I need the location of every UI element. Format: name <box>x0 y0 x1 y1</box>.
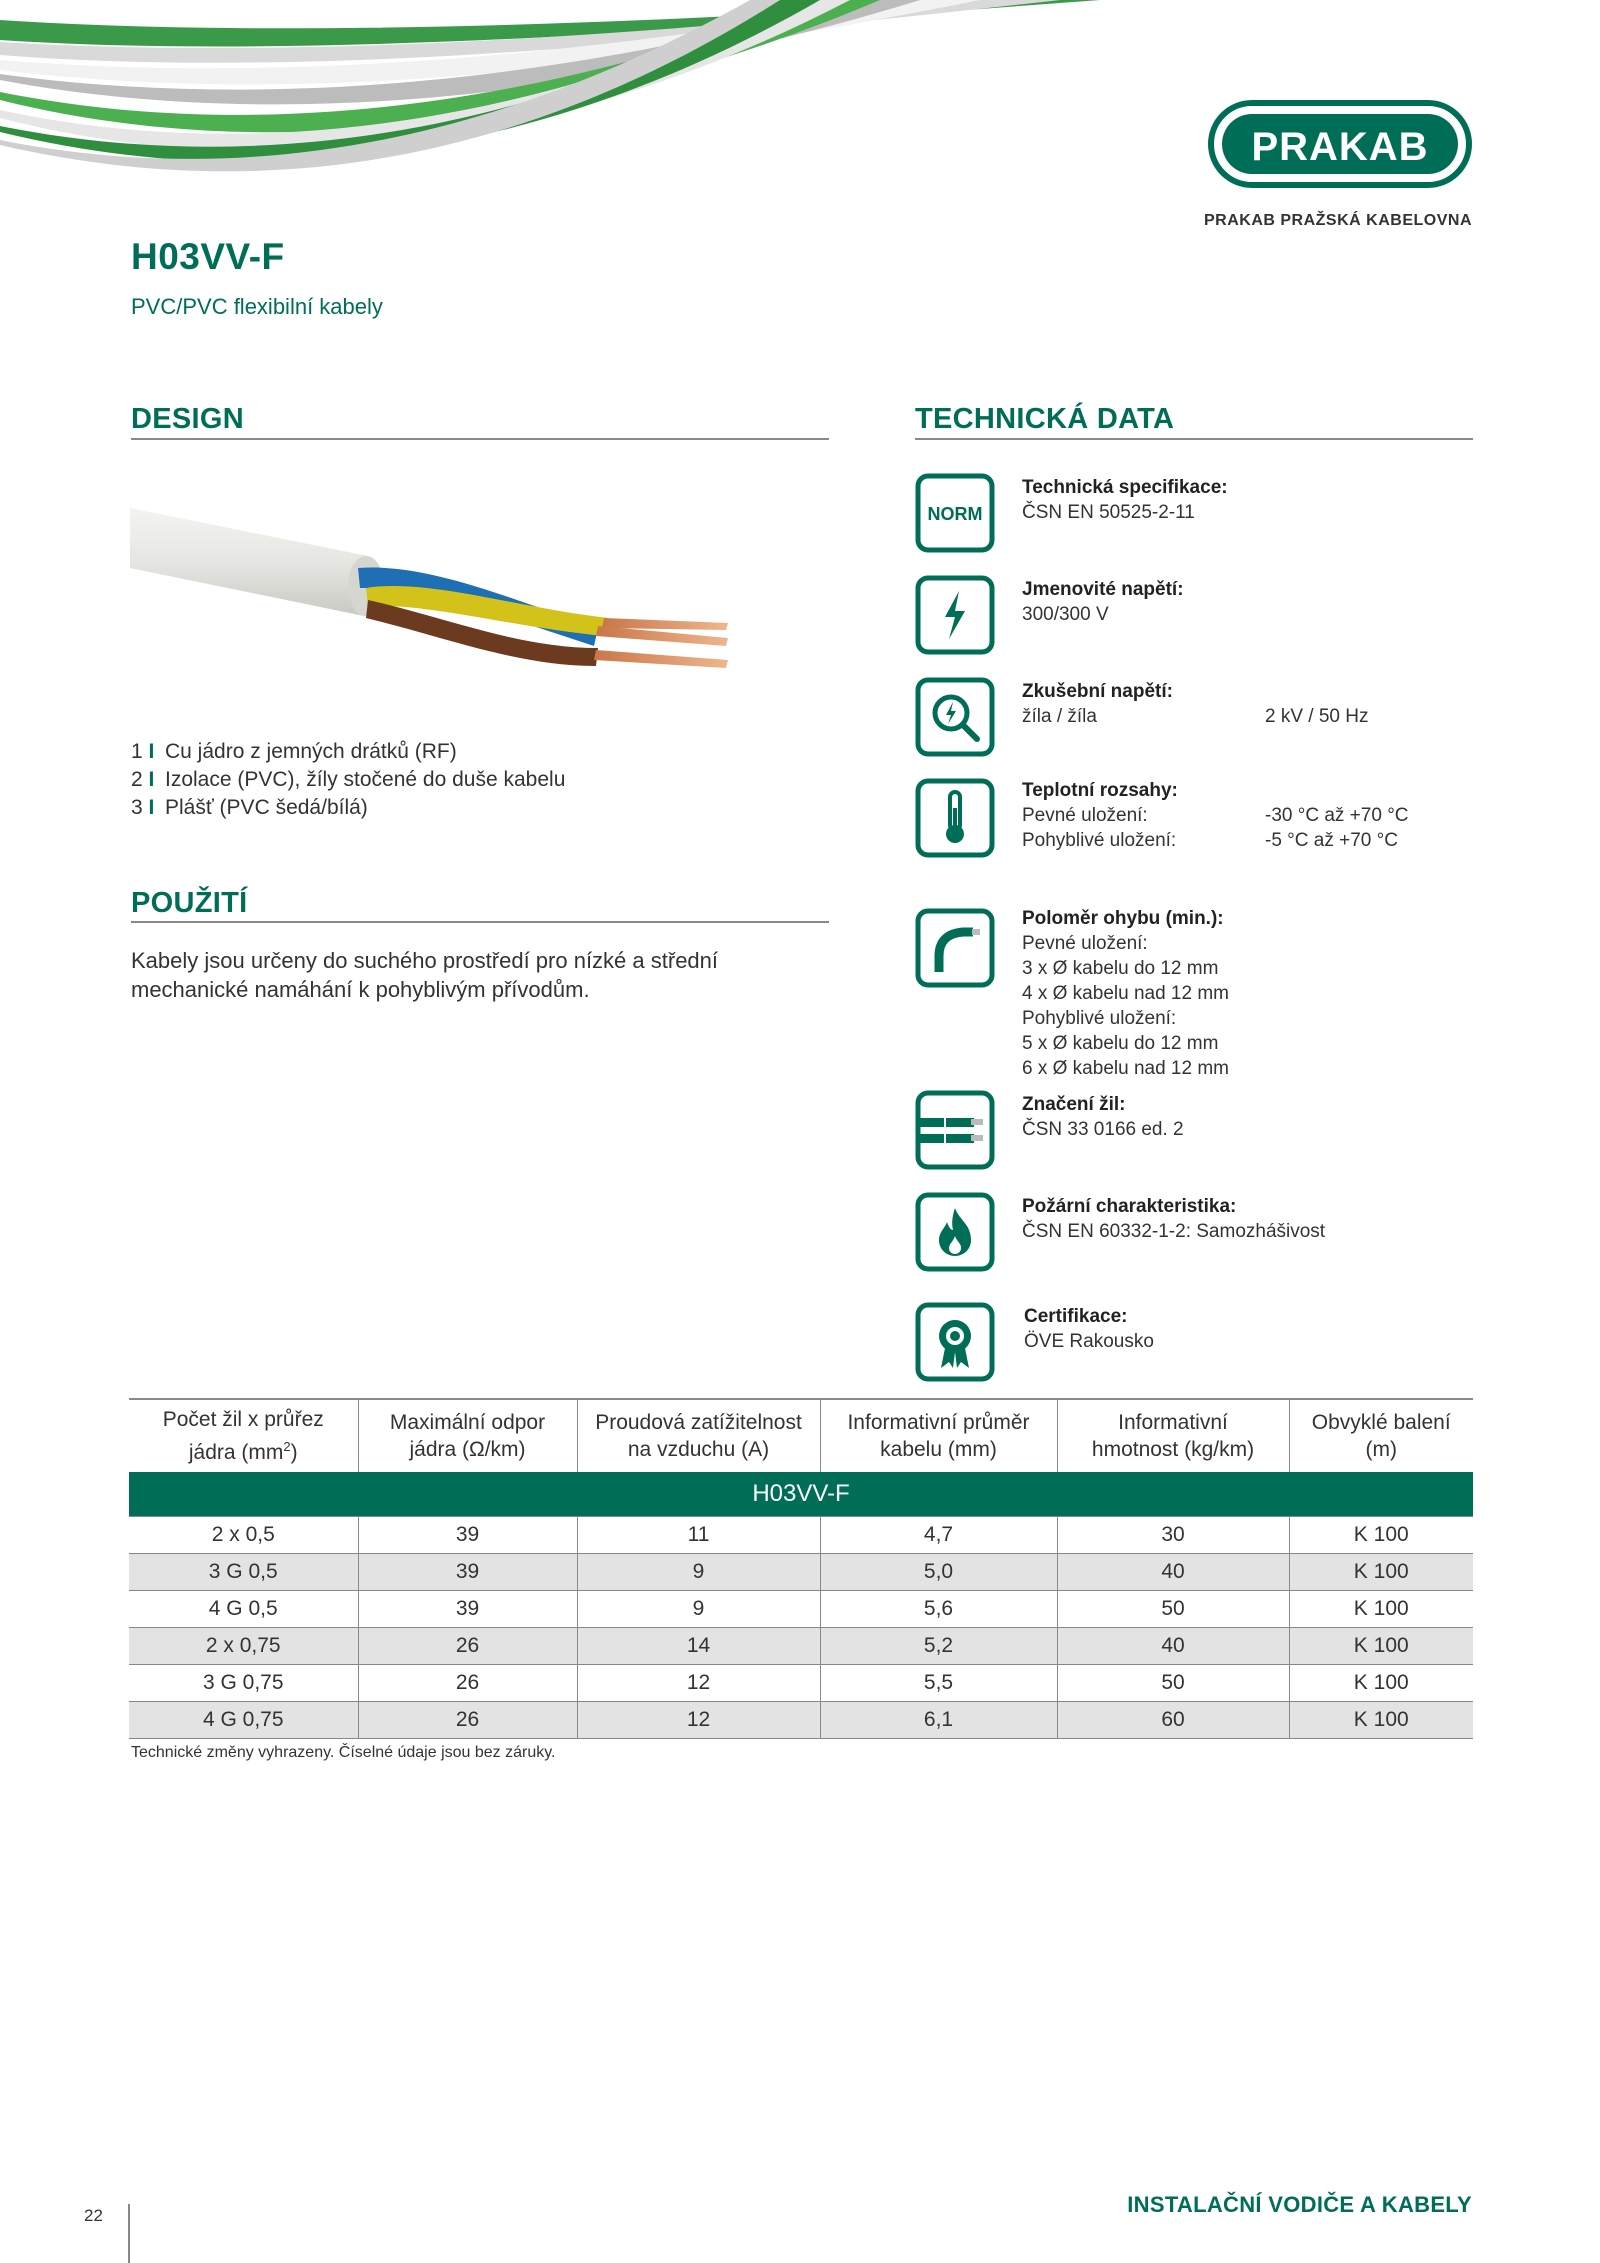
bend-radius-icon <box>915 908 995 988</box>
tech-rule <box>915 438 1473 440</box>
table-group-row <box>129 1472 1473 1516</box>
table-row <box>129 1590 1473 1627</box>
bend-line: 3 x Ø kabelu do 12 mm <box>1022 958 1219 979</box>
usage-rule <box>131 921 829 923</box>
design-item: 3 I Plášť (PVC šedá/bílá) <box>131 796 368 819</box>
table-header: Počet žil x průřez jádra $(mm^2)$ <box>129 1399 358 1472</box>
table-cell: 11 <box>577 1516 820 1553</box>
design-item: 2 I Izolace (PVC), žíly stočené do duše kabelu <box>131 768 566 791</box>
spec-value: ČSN EN 50525-2-11 <box>1022 502 1195 523</box>
bend-line: 6 x Ø kabelu nad 12 mm <box>1022 1058 1229 1079</box>
test-voltage-key: žíla / žíla <box>1022 706 1097 727</box>
table-cell: 26 <box>358 1664 577 1701</box>
table-row <box>129 1701 1473 1738</box>
table-cell: 4 G 0,75 <box>129 1701 358 1738</box>
page-number: 22 <box>84 2206 103 2225</box>
bend-line: 5 x Ø kabelu do 12 mm <box>1022 1033 1219 1054</box>
table-cell: 39 <box>358 1516 577 1553</box>
voltage-label: Jmenovité napětí: <box>1022 579 1184 600</box>
temperature-label: Teplotní rozsahy: <box>1022 780 1178 801</box>
table-cell: 26 <box>358 1627 577 1664</box>
bend-line: 4 x Ø kabelu nad 12 mm <box>1022 983 1229 1004</box>
table-cell: 5,0 <box>820 1553 1057 1590</box>
test-voltage-value: 2 kV / 50 Hz <box>1265 706 1369 727</box>
design-list <box>131 738 565 822</box>
tech-heading: TECHNICKÁ DATA <box>915 403 1175 435</box>
footer-section-title: INSTALAČNÍ VODIČE A KABELY <box>1127 2192 1472 2217</box>
table-header: Informativní průměr kabelu (mm) <box>820 1399 1057 1472</box>
table-header: Informativní hmotnost (kg/km) <box>1057 1399 1289 1472</box>
table-cell: 9 <box>577 1553 820 1590</box>
marking-value: ČSN 33 0166 ed. 2 <box>1022 1119 1184 1140</box>
table-cell: 3 G 0,75 <box>129 1664 358 1701</box>
table-cell: 50 <box>1057 1664 1289 1701</box>
table-header-row <box>129 1399 1473 1472</box>
cable-illustration <box>128 478 828 708</box>
temperature-row: Pohyblivé uložení: -5 °C až +70 °C <box>1022 830 1398 851</box>
spec-label: Technická specifikace: <box>1022 477 1228 498</box>
table-cell: 5,5 <box>820 1664 1057 1701</box>
table-row <box>129 1516 1473 1553</box>
core-marking-icon <box>915 1090 995 1170</box>
table-cell: K 100 <box>1289 1516 1473 1553</box>
table-cell: 12 <box>577 1664 820 1701</box>
test-voltage-icon <box>915 677 995 757</box>
table-cell: K 100 <box>1289 1590 1473 1627</box>
table-cell: 40 <box>1057 1553 1289 1590</box>
norm-icon <box>915 473 995 553</box>
table-cell: K 100 <box>1289 1701 1473 1738</box>
bend-label: Poloměr ohybu (min.): <box>1022 908 1224 929</box>
test-voltage-label: Zkušební napětí: <box>1022 681 1173 702</box>
marking-label: Značení žil: <box>1022 1094 1126 1115</box>
table-header: Proudová zatížitelnost na vzduchu (A) <box>577 1399 820 1472</box>
table-cell: K 100 <box>1289 1553 1473 1590</box>
fire-value: ČSN EN 60332-1-2: Samozhášivost <box>1022 1221 1326 1242</box>
table-row <box>129 1627 1473 1664</box>
footnote: Technické změny vyhrazeny. Číselné údaje jsou bez záruky. <box>131 1744 556 1761</box>
product-title: H03VV-F <box>131 236 285 277</box>
cert-value: ÖVE Rakousko <box>1024 1331 1154 1352</box>
certificate-icon <box>915 1302 995 1382</box>
brand-subtitle: PRAKAB PRAŽSKÁ KABELOVNA <box>1203 212 1472 229</box>
table-cell: 2 x 0,5 <box>129 1516 358 1553</box>
design-heading: DESIGN <box>131 403 244 435</box>
voltage-value: 300/300 V <box>1022 604 1109 625</box>
table-cell: 30 <box>1057 1516 1289 1553</box>
table-cell: 39 <box>358 1553 577 1590</box>
table-cell: 6,1 <box>820 1701 1057 1738</box>
table-cell: 60 <box>1057 1701 1289 1738</box>
table-group-label: H03VV-F <box>129 1472 1473 1516</box>
thermometer-icon <box>915 778 995 858</box>
bend-line: Pohyblivé uložení: <box>1022 1008 1177 1029</box>
usage-heading: POUŽITÍ <box>131 887 248 919</box>
prakab-logo <box>1208 100 1472 188</box>
table-cell: 39 <box>358 1590 577 1627</box>
flame-icon <box>915 1192 995 1272</box>
table-cell: 3 G 0,5 <box>129 1553 358 1590</box>
table-cell: K 100 <box>1289 1664 1473 1701</box>
design-item: 1 I Cu jádro z jemných drátků (RF) <box>131 740 457 763</box>
logo-text: PRAKAB <box>1251 125 1429 169</box>
table-cell: 50 <box>1057 1590 1289 1627</box>
table-row <box>129 1664 1473 1701</box>
table-cell: 4 G 0,5 <box>129 1590 358 1627</box>
table-row <box>129 1553 1473 1590</box>
table-cell: 4,7 <box>820 1516 1057 1553</box>
table-cell: 40 <box>1057 1627 1289 1664</box>
lightning-icon <box>915 575 995 655</box>
table-cell: 2 x 0,75 <box>129 1627 358 1664</box>
table-cell: 5,6 <box>820 1590 1057 1627</box>
table-cell: 12 <box>577 1701 820 1738</box>
table-header: Maximální odpor jádra (Ω/km) <box>358 1399 577 1472</box>
fire-label: Požární charakteristika: <box>1022 1196 1237 1217</box>
page-divider <box>128 2204 130 2263</box>
table-cell: K 100 <box>1289 1627 1473 1664</box>
cert-label: Certifikace: <box>1024 1306 1128 1327</box>
table-cell: 5,2 <box>820 1627 1057 1664</box>
spec-table <box>129 1398 1473 1739</box>
product-subtitle: PVC/PVC flexibilní kabely <box>131 294 383 319</box>
svg-text:NORM: NORM <box>927 504 983 524</box>
table-header: Obvyklé balení (m) <box>1289 1399 1473 1472</box>
design-rule <box>131 438 829 440</box>
table-cell: 26 <box>358 1701 577 1738</box>
table-cell: 9 <box>577 1590 820 1627</box>
table-cell: 14 <box>577 1627 820 1664</box>
bend-line: Pevné uložení: <box>1022 933 1148 954</box>
temperature-row: Pevné uložení: -30 °C až +70 °C <box>1022 805 1409 826</box>
usage-text: Kabely jsou určeny do suchého prostředí pro nízké a střední mechanické namáhání k pohyblivým přívodům. <box>131 948 719 1002</box>
